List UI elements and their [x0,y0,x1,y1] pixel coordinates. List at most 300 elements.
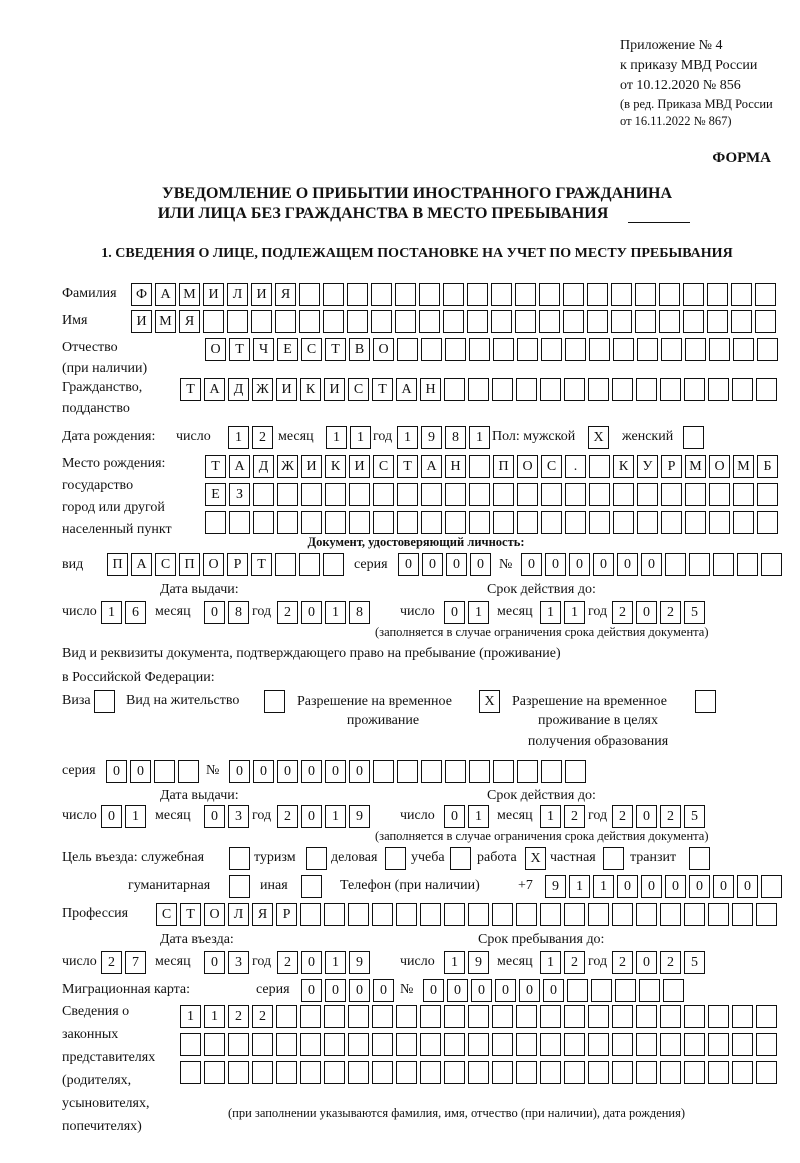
char-box[interactable]: Ч [253,338,274,361]
char-box[interactable] [493,338,514,361]
char-box[interactable] [756,1061,777,1084]
char-box[interactable] [684,1033,705,1056]
char-box[interactable] [467,310,488,333]
char-box[interactable]: 1 [540,951,561,974]
char-box[interactable] [756,1005,777,1028]
char-box[interactable] [324,903,345,926]
char-box[interactable] [563,310,584,333]
char-box[interactable] [707,283,728,306]
char-box[interactable]: Е [205,483,226,506]
char-box[interactable]: З [229,483,250,506]
char-box[interactable] [299,283,320,306]
char-box[interactable] [731,310,752,333]
char-box[interactable]: 2 [228,1005,249,1028]
char-box[interactable]: 0 [636,601,657,624]
char-box[interactable] [396,1033,417,1056]
char-box[interactable] [468,903,489,926]
char-box[interactable] [397,483,418,506]
char-box[interactable]: 6 [125,601,146,624]
char-box[interactable] [567,979,588,1002]
char-box[interactable]: 2 [252,1005,273,1028]
char-box[interactable]: 2 [660,805,681,828]
char-box[interactable] [300,1005,321,1028]
char-box[interactable] [396,1061,417,1084]
char-box[interactable]: В [349,338,370,361]
checkbox-cell[interactable] [695,690,716,713]
char-box[interactable] [588,1061,609,1084]
char-box[interactable]: 5 [684,805,705,828]
char-box[interactable] [347,283,368,306]
char-box[interactable] [420,903,441,926]
char-box[interactable] [324,1005,345,1028]
char-box[interactable] [373,760,394,783]
char-box[interactable]: 2 [101,951,122,974]
char-box[interactable] [757,511,778,534]
char-box[interactable] [636,1061,657,1084]
char-box[interactable] [661,483,682,506]
char-box[interactable]: 0 [325,979,346,1002]
char-box[interactable] [613,483,634,506]
char-box[interactable] [229,511,250,534]
checkbox-cell[interactable] [450,847,471,870]
char-box[interactable]: 0 [446,553,467,576]
char-box[interactable]: 8 [349,601,370,624]
char-box[interactable] [444,1033,465,1056]
char-box[interactable]: С [156,903,177,926]
char-box[interactable] [276,1033,297,1056]
char-box[interactable] [589,338,610,361]
char-box[interactable] [469,455,490,478]
char-box[interactable]: 0 [543,979,564,1002]
char-box[interactable]: 1 [325,601,346,624]
char-box[interactable]: Ж [252,378,273,401]
char-box[interactable]: 0 [301,601,322,624]
char-box[interactable]: А [396,378,417,401]
char-box[interactable]: 1 [350,426,371,449]
char-box[interactable]: 0 [665,875,686,898]
char-box[interactable] [300,903,321,926]
char-box[interactable] [564,1033,585,1056]
char-box[interactable] [611,283,632,306]
char-box[interactable] [515,310,536,333]
char-box[interactable] [397,338,418,361]
char-box[interactable]: И [251,283,272,306]
char-box[interactable] [395,283,416,306]
char-box[interactable]: 2 [612,951,633,974]
char-box[interactable]: 0 [444,601,465,624]
char-box[interactable] [324,1033,345,1056]
char-box[interactable] [516,378,537,401]
char-box[interactable] [300,1061,321,1084]
char-box[interactable]: 0 [253,760,274,783]
char-box[interactable]: 0 [423,979,444,1002]
char-box[interactable]: И [276,378,297,401]
char-box[interactable]: 5 [684,601,705,624]
char-box[interactable] [732,1061,753,1084]
char-box[interactable]: 1 [564,601,585,624]
char-box[interactable] [563,283,584,306]
char-box[interactable]: Ф [131,283,152,306]
char-box[interactable] [323,553,344,576]
char-box[interactable] [540,1033,561,1056]
char-box[interactable] [612,903,633,926]
char-box[interactable] [492,1005,513,1028]
char-box[interactable] [419,283,440,306]
char-box[interactable] [761,875,782,898]
char-box[interactable] [761,553,782,576]
char-box[interactable]: 2 [277,601,298,624]
char-box[interactable]: 0 [470,553,491,576]
char-box[interactable]: 0 [301,979,322,1002]
char-box[interactable] [469,338,490,361]
char-box[interactable] [709,338,730,361]
char-box[interactable] [253,483,274,506]
char-box[interactable] [541,338,562,361]
checkbox-cell[interactable] [689,847,710,870]
char-box[interactable] [323,283,344,306]
char-box[interactable] [685,338,706,361]
char-box[interactable]: Т [229,338,250,361]
char-box[interactable] [589,455,610,478]
char-box[interactable]: 0 [689,875,710,898]
char-box[interactable] [180,1061,201,1084]
char-box[interactable]: 1 [326,426,347,449]
char-box[interactable]: 0 [204,601,225,624]
char-box[interactable] [277,483,298,506]
char-box[interactable] [683,310,704,333]
char-box[interactable]: 0 [301,805,322,828]
char-box[interactable]: 1 [593,875,614,898]
char-box[interactable]: 0 [617,553,638,576]
char-box[interactable] [349,483,370,506]
char-box[interactable]: О [517,455,538,478]
char-box[interactable] [349,511,370,534]
char-box[interactable]: 0 [130,760,151,783]
char-box[interactable]: К [300,378,321,401]
char-box[interactable]: 2 [564,951,585,974]
char-box[interactable] [541,511,562,534]
char-box[interactable]: Н [445,455,466,478]
char-box[interactable] [659,283,680,306]
char-box[interactable] [467,283,488,306]
char-box[interactable] [684,1061,705,1084]
char-box[interactable] [347,310,368,333]
char-box[interactable]: 1 [397,426,418,449]
char-box[interactable]: А [204,378,225,401]
char-box[interactable] [251,310,272,333]
char-box[interactable] [685,511,706,534]
char-box[interactable]: С [301,338,322,361]
char-box[interactable] [756,903,777,926]
char-box[interactable] [277,511,298,534]
char-box[interactable]: 1 [468,805,489,828]
char-box[interactable] [491,283,512,306]
char-box[interactable]: 1 [228,426,249,449]
char-box[interactable] [713,553,734,576]
char-box[interactable] [516,1061,537,1084]
char-box[interactable] [444,378,465,401]
char-box[interactable] [660,1005,681,1028]
char-box[interactable]: Т [397,455,418,478]
char-box[interactable]: 3 [228,805,249,828]
char-box[interactable]: И [349,455,370,478]
checkbox-cell[interactable]: X [588,426,609,449]
char-box[interactable]: У [637,455,658,478]
char-box[interactable]: Л [228,903,249,926]
char-box[interactable] [252,1061,273,1084]
char-box[interactable]: 0 [519,979,540,1002]
char-box[interactable]: 0 [106,760,127,783]
char-box[interactable] [301,511,322,534]
char-box[interactable] [612,1005,633,1028]
char-box[interactable] [660,903,681,926]
char-box[interactable] [540,1005,561,1028]
char-box[interactable] [468,1005,489,1028]
char-box[interactable] [588,903,609,926]
char-box[interactable]: 9 [468,951,489,974]
char-box[interactable] [757,338,778,361]
char-box[interactable]: 0 [349,979,370,1002]
char-box[interactable] [299,553,320,576]
char-box[interactable] [665,553,686,576]
char-box[interactable] [588,1005,609,1028]
char-box[interactable]: 0 [444,805,465,828]
char-box[interactable]: 0 [641,875,662,898]
char-box[interactable] [732,1005,753,1028]
char-box[interactable] [588,378,609,401]
char-box[interactable] [587,283,608,306]
checkbox-cell[interactable]: X [479,690,500,713]
char-box[interactable]: Б [757,455,778,478]
char-box[interactable]: 2 [660,601,681,624]
char-box[interactable] [683,283,704,306]
char-box[interactable] [636,903,657,926]
char-box[interactable] [492,378,513,401]
char-box[interactable] [540,378,561,401]
char-box[interactable]: 0 [277,760,298,783]
char-box[interactable]: 0 [545,553,566,576]
char-box[interactable] [372,1005,393,1028]
char-box[interactable] [228,1033,249,1056]
char-box[interactable]: 1 [325,805,346,828]
char-box[interactable] [636,1005,657,1028]
char-box[interactable] [493,760,514,783]
char-box[interactable] [372,1061,393,1084]
char-box[interactable]: 2 [660,951,681,974]
char-box[interactable] [517,760,538,783]
char-box[interactable] [660,1061,681,1084]
char-box[interactable]: 2 [277,805,298,828]
char-box[interactable] [637,338,658,361]
char-box[interactable] [445,511,466,534]
char-box[interactable] [517,338,538,361]
char-box[interactable] [300,1033,321,1056]
char-box[interactable]: 1 [468,601,489,624]
char-box[interactable]: Я [275,283,296,306]
char-box[interactable]: 1 [469,426,490,449]
char-box[interactable]: Л [227,283,248,306]
char-box[interactable] [539,310,560,333]
char-box[interactable] [757,483,778,506]
char-box[interactable] [372,903,393,926]
char-box[interactable] [469,511,490,534]
char-box[interactable] [443,283,464,306]
char-box[interactable] [637,511,658,534]
char-box[interactable] [443,310,464,333]
char-box[interactable]: М [155,310,176,333]
char-box[interactable] [685,483,706,506]
checkbox-cell[interactable] [683,426,704,449]
char-box[interactable] [639,979,660,1002]
char-box[interactable] [589,483,610,506]
char-box[interactable] [756,1033,777,1056]
char-box[interactable] [493,483,514,506]
char-box[interactable] [492,1061,513,1084]
char-box[interactable] [204,1061,225,1084]
char-box[interactable] [615,979,636,1002]
char-box[interactable]: М [179,283,200,306]
char-box[interactable] [492,903,513,926]
char-box[interactable] [663,979,684,1002]
char-box[interactable] [323,310,344,333]
char-box[interactable]: Р [276,903,297,926]
char-box[interactable] [732,378,753,401]
char-box[interactable]: М [733,455,754,478]
char-box[interactable]: 2 [612,805,633,828]
char-box[interactable] [444,903,465,926]
char-box[interactable]: 2 [612,601,633,624]
char-box[interactable] [517,483,538,506]
char-box[interactable] [613,511,634,534]
char-box[interactable]: 0 [301,760,322,783]
char-box[interactable]: 9 [421,426,442,449]
char-box[interactable]: 0 [569,553,590,576]
char-box[interactable]: 8 [228,601,249,624]
char-box[interactable]: И [301,455,322,478]
char-box[interactable]: 1 [540,805,561,828]
char-box[interactable] [515,283,536,306]
char-box[interactable] [419,310,440,333]
char-box[interactable]: 0 [101,805,122,828]
char-box[interactable] [324,1061,345,1084]
char-box[interactable] [708,1061,729,1084]
char-box[interactable]: . [565,455,586,478]
char-box[interactable] [252,1033,273,1056]
char-box[interactable]: О [373,338,394,361]
char-box[interactable] [420,1061,441,1084]
char-box[interactable]: С [348,378,369,401]
char-box[interactable] [299,310,320,333]
char-box[interactable] [468,1061,489,1084]
char-box[interactable]: А [131,553,152,576]
char-box[interactable]: Я [252,903,273,926]
char-box[interactable]: 0 [617,875,638,898]
char-box[interactable] [737,553,758,576]
char-box[interactable]: 0 [636,805,657,828]
char-box[interactable] [348,1061,369,1084]
char-box[interactable]: Н [420,378,441,401]
char-box[interactable]: 0 [713,875,734,898]
char-box[interactable]: Я [179,310,200,333]
char-box[interactable]: И [324,378,345,401]
char-box[interactable] [444,1061,465,1084]
char-box[interactable] [660,1033,681,1056]
checkbox-cell[interactable] [385,847,406,870]
char-box[interactable] [469,483,490,506]
char-box[interactable] [540,1061,561,1084]
char-box[interactable]: 1 [444,951,465,974]
char-box[interactable]: 0 [301,951,322,974]
char-box[interactable]: К [325,455,346,478]
char-box[interactable] [372,1033,393,1056]
char-box[interactable]: 0 [325,760,346,783]
char-box[interactable]: И [203,283,224,306]
char-box[interactable] [421,511,442,534]
char-box[interactable] [636,1033,657,1056]
char-box[interactable] [708,378,729,401]
char-box[interactable] [707,310,728,333]
char-box[interactable] [612,378,633,401]
char-box[interactable]: Т [180,903,201,926]
char-box[interactable]: Р [661,455,682,478]
char-box[interactable] [396,1005,417,1028]
checkbox-cell[interactable]: X [525,847,546,870]
char-box[interactable] [708,903,729,926]
char-box[interactable] [541,760,562,783]
char-box[interactable] [205,511,226,534]
char-box[interactable] [684,903,705,926]
char-box[interactable] [325,483,346,506]
char-box[interactable] [756,378,777,401]
char-box[interactable]: С [373,455,394,478]
char-box[interactable]: Р [227,553,248,576]
char-box[interactable] [371,283,392,306]
char-box[interactable]: 0 [447,979,468,1002]
char-box[interactable]: 1 [540,601,561,624]
char-box[interactable] [517,511,538,534]
char-box[interactable] [469,760,490,783]
char-box[interactable]: Т [205,455,226,478]
char-box[interactable] [178,760,199,783]
char-box[interactable]: 7 [125,951,146,974]
char-box[interactable] [397,511,418,534]
char-box[interactable] [180,1033,201,1056]
char-box[interactable] [635,283,656,306]
checkbox-cell[interactable] [229,875,250,898]
char-box[interactable]: 1 [125,805,146,828]
char-box[interactable] [445,760,466,783]
char-box[interactable] [684,378,705,401]
char-box[interactable]: 0 [229,760,250,783]
char-box[interactable] [491,310,512,333]
char-box[interactable]: И [131,310,152,333]
char-box[interactable]: 2 [277,951,298,974]
char-box[interactable]: 1 [101,601,122,624]
char-box[interactable]: 0 [204,951,225,974]
char-box[interactable] [612,1033,633,1056]
char-box[interactable] [373,511,394,534]
char-box[interactable] [420,1033,441,1056]
char-box[interactable] [565,511,586,534]
char-box[interactable] [371,310,392,333]
char-box[interactable] [565,338,586,361]
char-box[interactable]: 0 [422,553,443,576]
char-box[interactable]: 0 [373,979,394,1002]
char-box[interactable] [564,378,585,401]
char-box[interactable] [541,483,562,506]
char-box[interactable]: П [179,553,200,576]
checkbox-cell[interactable] [306,847,327,870]
